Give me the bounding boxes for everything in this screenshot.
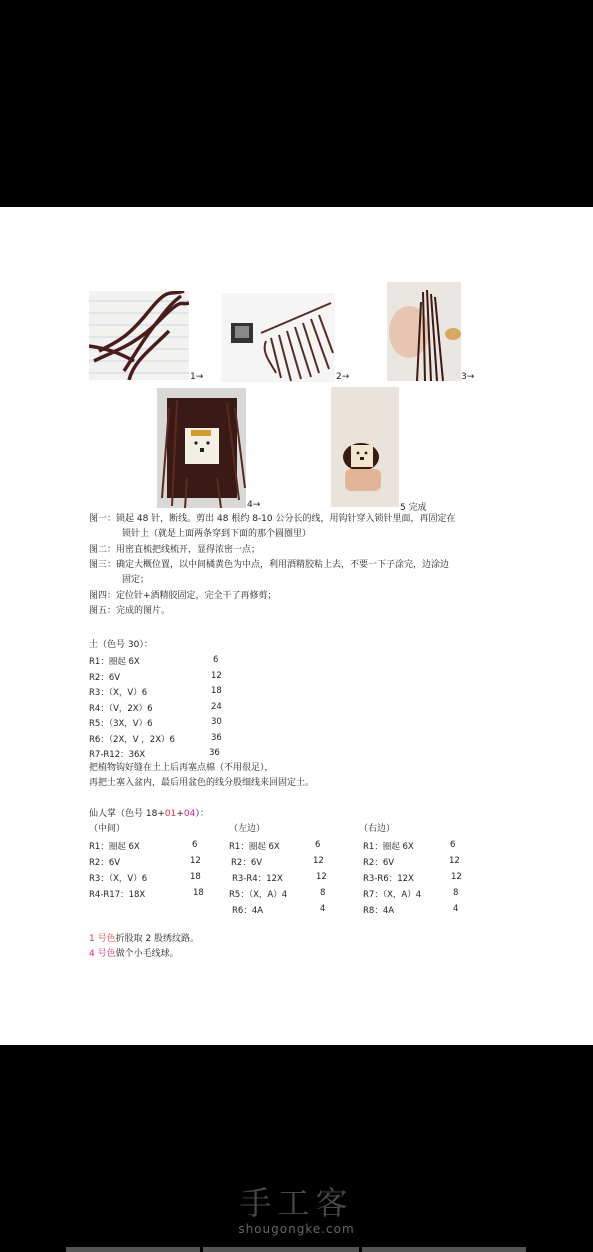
- cactus-left-row-count: 12: [313, 856, 324, 866]
- soil-row: R5：（3X，V）6: [89, 719, 153, 729]
- soil-row-count: 30: [211, 717, 222, 727]
- cactus-right-row-count: 12: [449, 856, 460, 866]
- cactus-middle-header: （中间）: [89, 824, 126, 834]
- tip-2-text: 做个小毛线球。: [115, 949, 179, 959]
- cactus-middle-row: R1：圈起 6X: [89, 842, 140, 852]
- cactus-middle-row-count: 6: [192, 840, 198, 850]
- cactus-middle-row: R2：6V: [89, 858, 121, 868]
- photo-5-caption: 5 完成: [400, 503, 427, 513]
- photo-4: [157, 388, 246, 508]
- cactus-left-row: R2：6V: [231, 858, 263, 868]
- cactus-middle-row-count: 12: [190, 856, 201, 866]
- cactus-middle-row-count: 18: [190, 872, 201, 882]
- cactus-right-row-count: 12: [451, 872, 462, 882]
- cactus-title-suffix: ）：: [195, 809, 209, 819]
- soil-row: R2：6V: [89, 673, 121, 683]
- note-line-2: 锁针上（就是上面两条穿到下面的那个圆圈里）: [122, 529, 312, 539]
- tip-line-2: [89, 948, 179, 961]
- note-line-4: 图三：确定大概位置，以中间橘黄色为中点，利用酒精胶粘上去，不要一下子涂完，边涂边: [89, 560, 450, 570]
- cactus-right-header: （右边）: [359, 824, 396, 834]
- photo-1-caption: 1→: [190, 372, 204, 382]
- cactus-title: [89, 808, 209, 821]
- cactus-left-row-count: 8: [320, 888, 326, 898]
- soil-row-count: 18: [211, 686, 222, 696]
- note-line-3: 图二：用密直梳把线梳开，显得浓密一点；: [89, 545, 261, 555]
- cactus-left-header: （左边）: [229, 824, 266, 834]
- cactus-right-row: R3-R6：12X: [363, 874, 414, 884]
- nav-indicator-middle: [203, 1247, 359, 1252]
- photo-2-caption: 2→: [336, 372, 350, 382]
- cactus-left-row: R3-R4：12X: [232, 874, 283, 884]
- cactus-middle-row: R3：（X，V）6: [89, 874, 148, 884]
- cactus-right-row: R8：4A: [363, 906, 395, 916]
- soil-row-count: 12: [211, 671, 222, 681]
- note-line-1: 图一：锁起 48 针，断线。剪出 48 根约 8-10 公分长的线，用钩针穿入锁针里面，再固定在: [89, 514, 456, 524]
- soil-row: R3：（X，V）6: [89, 688, 148, 698]
- cactus-right-row: R1：圈起 6X: [363, 842, 414, 852]
- cactus-left-row-count: 4: [320, 904, 326, 914]
- cactus-left-row-count: 6: [315, 840, 321, 850]
- photo-5-image: [331, 387, 399, 507]
- photo-3-image: [387, 282, 461, 381]
- cactus-right-row: R7：（X，A）4: [363, 890, 422, 900]
- soil-row-count: 24: [211, 702, 222, 712]
- cactus-color-01: 01: [164, 809, 177, 819]
- photo-4-image: [157, 388, 246, 508]
- soil-row: R7-R12：36X: [89, 750, 146, 760]
- cactus-right-row-count: 8: [453, 888, 459, 898]
- photo-1: [89, 291, 189, 380]
- photo-2-image: [221, 293, 335, 382]
- cactus-title-plus: +: [176, 809, 184, 819]
- tip-line-1: [89, 933, 199, 946]
- photo-5: [331, 387, 399, 507]
- soil-row: R4：（V，2X）6: [89, 704, 153, 714]
- cactus-middle-row-count: 18: [193, 888, 204, 898]
- cactus-color-04: 04: [183, 809, 196, 819]
- cactus-middle-row: R4-R17：18X: [89, 890, 146, 900]
- note-line-5: 固定；: [122, 575, 150, 585]
- photo-3-caption: 3→: [461, 372, 475, 382]
- cactus-right-row: R2：6V: [363, 858, 395, 868]
- nav-indicator-right: [362, 1247, 526, 1252]
- tip-1-color: 1 号色: [89, 934, 116, 944]
- cactus-right-row-count: 6: [450, 840, 456, 850]
- tip-1-text: 折股取 2 股绣纹路。: [115, 934, 200, 944]
- photo-4-caption: 4→: [247, 500, 261, 510]
- soil-note-1: 把植物钩好缝在土上后再塞点棉（不用很足），: [89, 763, 274, 773]
- soil-row-count: 36: [211, 733, 222, 743]
- cactus-left-row: R6：4A: [232, 906, 264, 916]
- soil-row: R1：圈起 6X: [89, 657, 140, 667]
- site-logo: 手工客: [239, 1184, 354, 1222]
- soil-note-2: 再把土塞入盆内，最后用盆色的线分股细线来回固定土。: [89, 778, 315, 788]
- cactus-right-row-count: 4: [453, 904, 459, 914]
- soil-row: R6：（2X，V ，2X）6: [89, 735, 175, 745]
- nav-indicator-left: [66, 1247, 200, 1252]
- soil-title: 土（色号 30）：: [89, 640, 153, 650]
- site-logo-url: shougongke.com: [238, 1222, 355, 1236]
- photo-3: [387, 282, 461, 381]
- cactus-left-row-count: 12: [316, 872, 327, 882]
- cactus-left-row: R5：（X，A）4: [229, 890, 288, 900]
- tip-2-color: 4 号色: [89, 949, 116, 959]
- photo-1-image: [89, 291, 189, 380]
- note-line-7: 图五：完成的图片。: [89, 606, 171, 616]
- soil-row-count: 6: [213, 655, 219, 665]
- soil-row-count: 36: [209, 748, 220, 758]
- photo-2: [221, 293, 335, 382]
- cactus-title-prefix: 仙人掌（色号 18+: [89, 809, 165, 819]
- note-line-6: 图四：定位针+酒精胶固定，完全干了再修剪；: [89, 591, 277, 601]
- cactus-left-row: R1：圈起 6X: [229, 842, 280, 852]
